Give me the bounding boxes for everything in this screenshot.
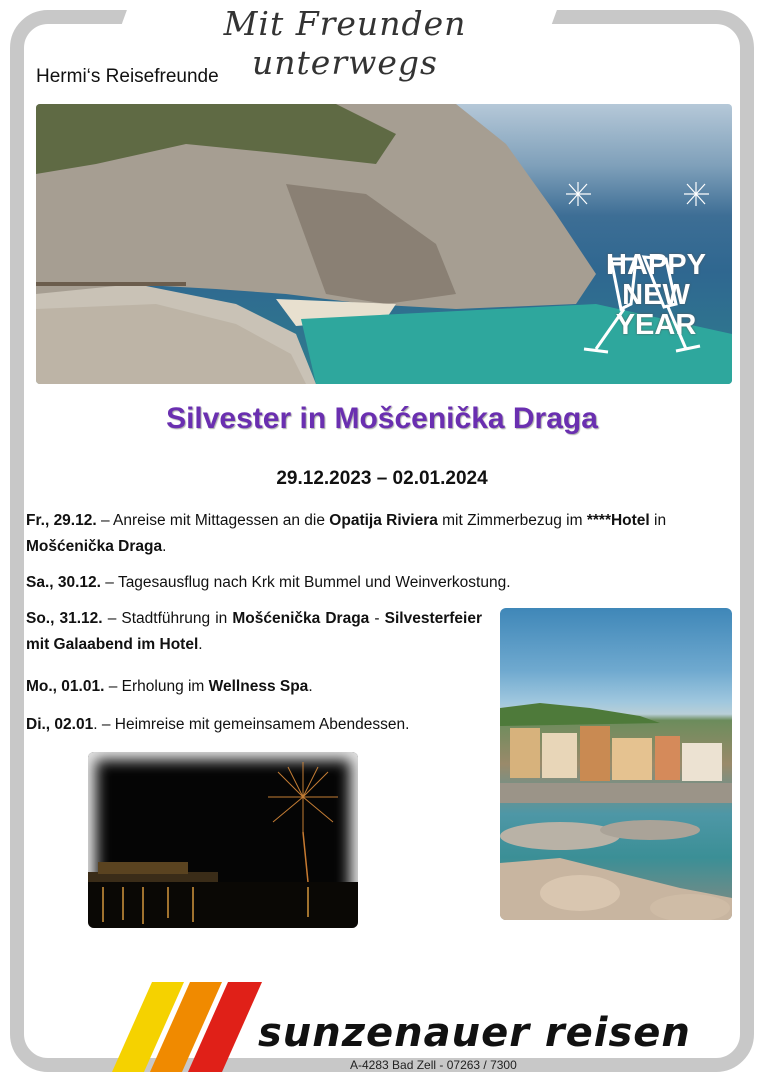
itinerary-text: . bbox=[308, 678, 313, 695]
itinerary-day: Fr., 29.12. bbox=[26, 512, 97, 529]
itinerary-day: Mo., 01.01. bbox=[26, 678, 105, 695]
itinerary-item-4 bbox=[26, 674, 486, 700]
event-dates: 29.12.2023 – 02.01.2024 bbox=[276, 468, 488, 489]
itinerary-item-3 bbox=[26, 606, 482, 658]
town-scene bbox=[500, 608, 732, 920]
itinerary-text: mit Zimmerbezug im bbox=[437, 512, 587, 529]
event-title: Silvester in Mošćenička Draga bbox=[166, 402, 598, 435]
itinerary-highlight: Wellness Spa bbox=[208, 678, 309, 695]
itinerary-item-1 bbox=[26, 508, 738, 560]
overlay-line-1: HAPPY bbox=[606, 249, 706, 281]
header-title: Mit Freunden unterwegs bbox=[223, 4, 467, 82]
overlay-line-2: NEW bbox=[622, 279, 690, 311]
itinerary-text: . bbox=[198, 636, 203, 653]
fireworks-photo bbox=[88, 752, 358, 928]
itinerary-item-2 bbox=[26, 570, 738, 596]
fireworks-scene bbox=[88, 752, 358, 928]
town-harbour-photo bbox=[500, 608, 732, 920]
itinerary-text: - bbox=[369, 610, 385, 627]
itinerary-highlight: Mošćenička Draga bbox=[26, 538, 163, 555]
itinerary-text: – Stadtführung in bbox=[102, 610, 233, 627]
company-logo-stripes bbox=[112, 982, 272, 1072]
itinerary-text: . – Heimreise mit gemeinsamem Abendessen. bbox=[93, 716, 410, 733]
itinerary-highlight: ****Hotel bbox=[586, 512, 650, 529]
itinerary-text: in bbox=[649, 512, 667, 529]
itinerary-text: – Anreise mit Mittagessen an die bbox=[96, 512, 330, 529]
happy-new-year-overlay bbox=[596, 250, 716, 340]
itinerary-text: . bbox=[162, 538, 167, 555]
overlay-line-3: YEAR bbox=[615, 309, 697, 341]
itinerary-highlight: Silvesterfeier mit Galaabend im Hotel bbox=[26, 610, 483, 653]
itinerary-day: Di., 02.01 bbox=[26, 716, 94, 733]
itinerary-highlight: Mošćenička Draga bbox=[232, 610, 370, 627]
company-brand: sunzenauer reisen bbox=[258, 1010, 691, 1056]
itinerary-item-5 bbox=[26, 712, 486, 738]
hero-scene bbox=[36, 104, 732, 384]
company-address: A-4283 Bad Zell - 07263 / 7300 bbox=[350, 1058, 517, 1072]
itinerary-highlight: Opatija Riviera bbox=[329, 512, 438, 529]
itinerary-day: Sa., 30.12. bbox=[26, 574, 101, 591]
itinerary-day: So., 31.12. bbox=[26, 610, 103, 627]
itinerary-text: – Tagesausflug nach Krk mit Bummel und Weinverkostung. bbox=[100, 574, 511, 591]
subtitle: Hermi‘s Reisefreunde bbox=[36, 66, 219, 87]
itinerary-text: – Erholung im bbox=[104, 678, 209, 695]
hero-image bbox=[36, 104, 732, 384]
